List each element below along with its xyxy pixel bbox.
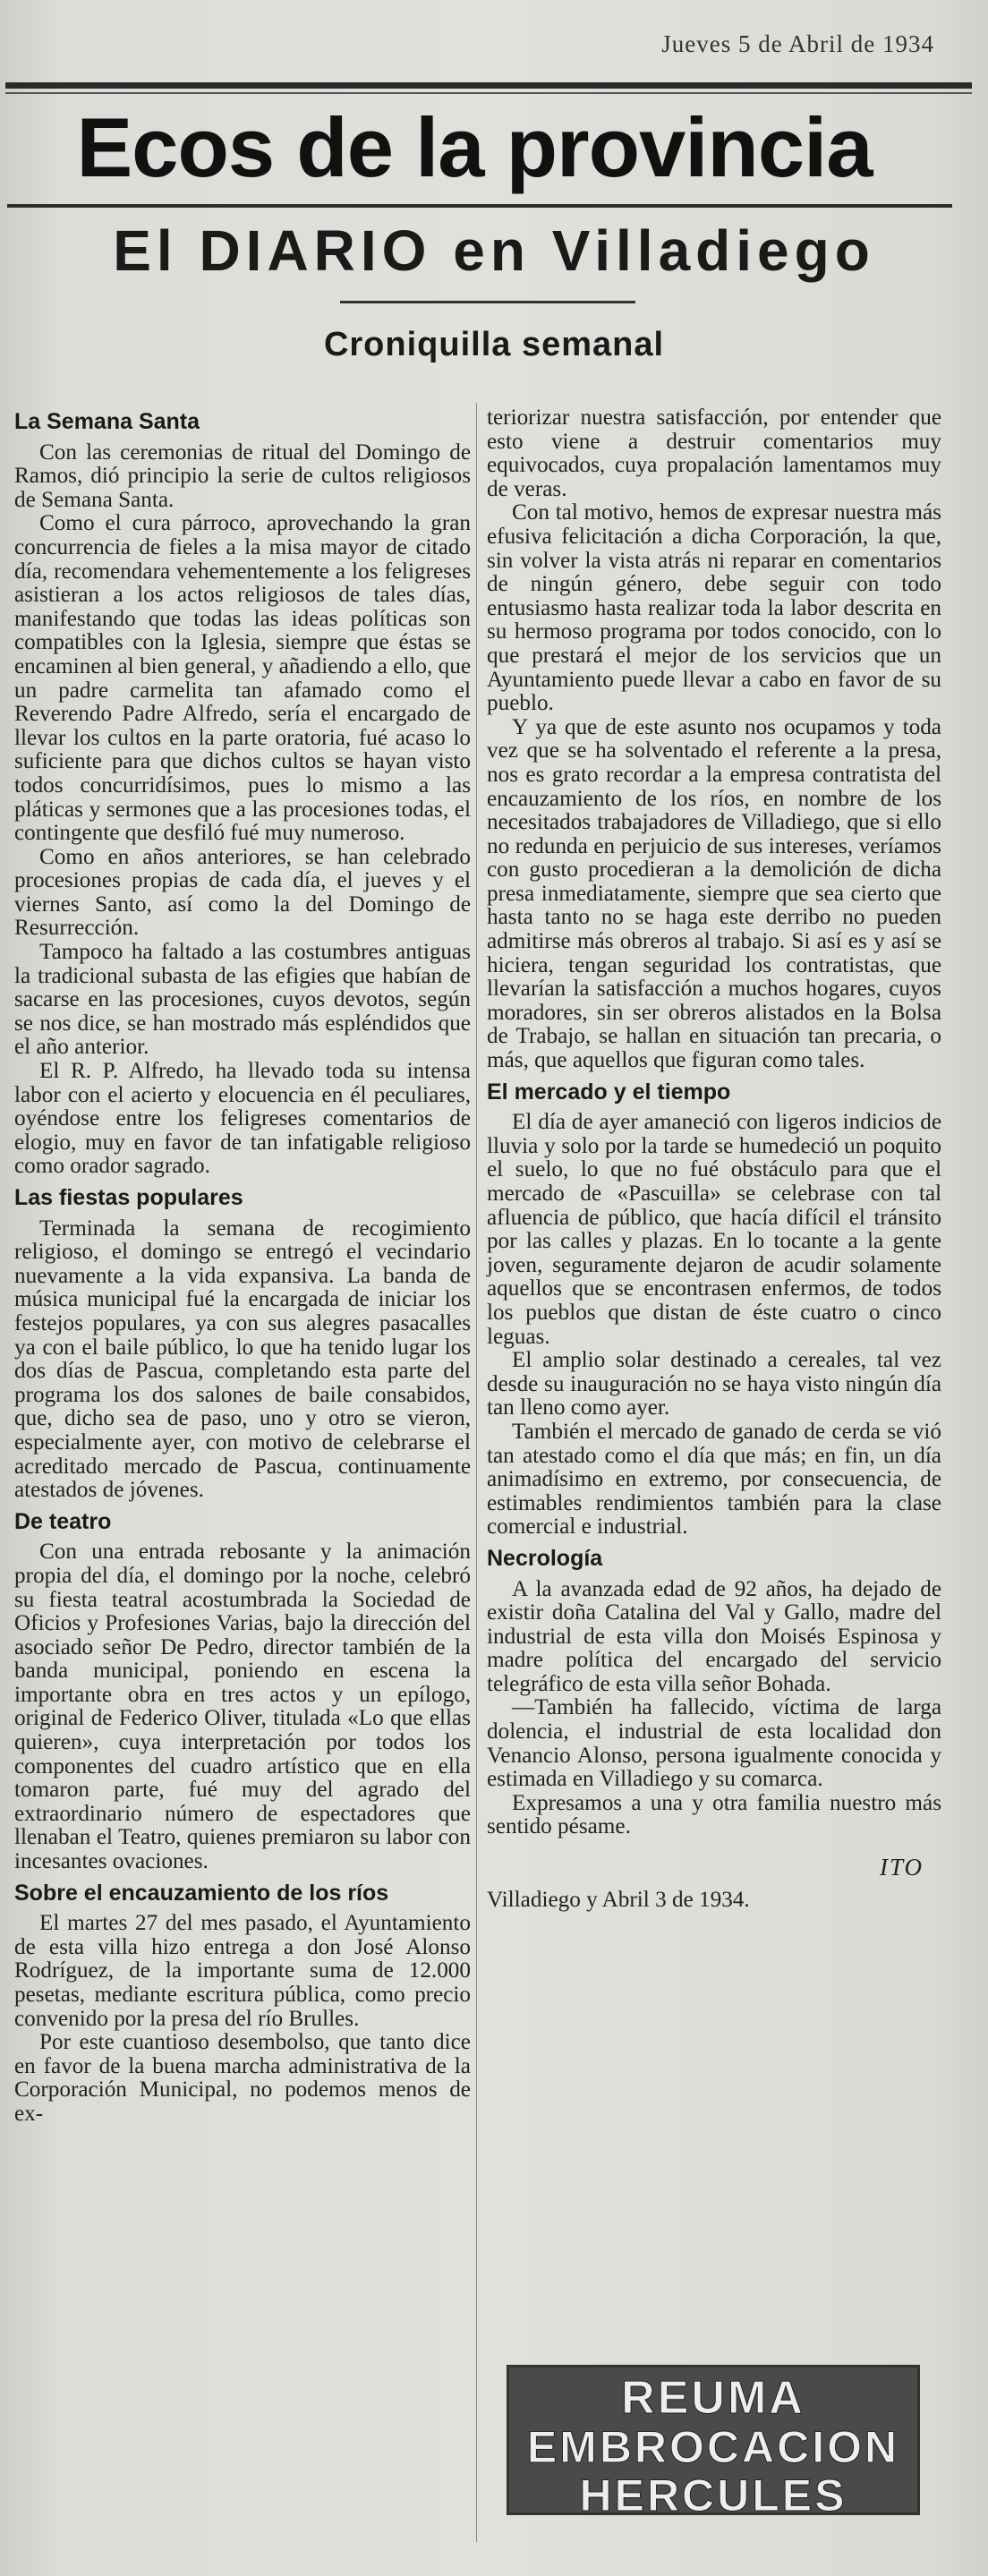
right-column [487, 406, 941, 1912]
advertisement-banner [507, 2365, 920, 2515]
article-paragraph: —También ha fallecido, víctima de larga dolencia, el industrial de esta localidad don Venancio Alonso, persona igualmente conocida y estimada en Villadiego y su comarca. [487, 1695, 941, 1792]
section-heading: De teatro [14, 1508, 112, 1534]
ad-line-1: REUMA [621, 2372, 805, 2424]
article-paragraph: teriorizar nuestra satisfacción, por entender que esto viene a destruir comentarios muy equivocados, cuya propalación lamentamos muy de veras. [487, 405, 941, 501]
article-paragraph: El amplio solar destinado a cereales, tal vez desde su inauguración no se haya visto ningún día tan lleno como ayer. [487, 1348, 941, 1420]
right-column-body [487, 406, 941, 1839]
section-heading: Sobre el encauzamiento de los ríos [14, 1880, 389, 1906]
section-kicker: Ecos de la provincia [76, 100, 873, 194]
article-paragraph: El martes 27 del mes pasado, el Ayuntamiento de esta villa hizo entrega a don José Alonso Rodríguez, de la importante suma de 12.000 pesetas, mediante escritura pública, como precio convenido por la presa del río Brulles. [14, 1911, 471, 2031]
section-heading: Las fiestas populares [14, 1185, 243, 1210]
article-paragraph: Por este cuantioso desembolso, que tanto dice en favor de la buena marcha administrativa de la Corporación Municipal, no podemos menos de ex- [14, 2030, 471, 2126]
ad-line-2: EMBROCACION [526, 2422, 900, 2472]
left-column [14, 403, 471, 2127]
article-paragraph: A la avanzada edad de 92 años, ha dejado de existir doña Catalina del Val y Gallo, madre del industrial de esta villa don Moisés Espinosa y madre política del encargado del servicio telegráfico de esta villa señor Bohada. [487, 1576, 941, 1696]
kicker-rule [7, 204, 952, 208]
article-paragraph: Con tal motivo, hemos de expresar nuestra más efusiva felicitación a dicha Corporación, la que, sin volver la vista atrás ni reparar en comentarios de ningún género, debe seguir con todo entusiasmo hasta realizar toda la labor descrita en su hermoso programa por todos conocido, con lo que prestará el mejor de los servicios que un Ayuntamiento puede llevar a cabo en favor de su pueblo. [487, 500, 941, 716]
article-paragraph: Terminada la semana de recogimiento religioso, el domingo se entregó el vecindario nuevamente a la vida expansiva. La banda de música municipal fué la encargada de iniciar los festejos populares, ya con sus alegres pasacalles ya con el baile público, lo que ha tenido lugar los dos días de Pascua, completando esta parte del programa los dos salones de baile consabidos, que, dicho sea de paso, uno y otro se vieron, especialmente ayer, con motivo de celebrarse el acreditado mercado de Pascua, continuamente atestados de jóvenes. [14, 1215, 471, 1503]
article-paragraph: Como el cura párroco, aprovechando la gran concurrencia de fieles a la misa mayor de citado día, recomendara vehementemente a los feligreses asistieran a los actos religiosos de tales días, manifestando que todas las ideas políticas son compatibles con la Iglesia, siempre que éstas se encaminen al bien general, y añadiendo a ello, que un padre carmelita tan afamado como el Reverendo Padre Alfredo, sería el encargado de llevar los cultos en la parte oratoria, fué acaso lo suficiente para que dichos cultos se hayan visto todos concurridísimos, pues lo mismo a las pláticas y sermones que a las procesiones todas, el contingente que desfiló fué muy numeroso. [14, 511, 471, 846]
article-paragraph: El día de ayer amaneció con ligeros indicios de lluvia y solo por la tarde se humedeció un poquito el suelo, lo que no fué obstáculo para que el mercado de «Pascuilla» se celebrase con tal afluencia de público, que hacía difícil el tránsito por las calles y plazas. En lo tocante a la gente joven, seguramente dejaron de acudir solamente aquellos que se encontrasen enfermos, de todos los pueblos que distan de éste cuatro o cinco leguas. [487, 1110, 941, 1349]
section-heading: Necrología [487, 1545, 603, 1571]
article-paragraph: El R. P. Alfredo, ha llevado toda su intensa labor con el acierto y elocuencia en él peculiares, oyéndose entre los feligreses comentarios de elogio, muy en favor de tan infatigable religioso como orador sagrado. [14, 1059, 471, 1179]
article-paragraph: Y ya que de este asunto nos ocupamos y toda vez que se ha solventado el referente a la presa, nos es grato recordar a la empresa contratista del encauzamiento de los ríos, en nombre de los necesitados trabajadores de Villadiego, que si ello no redunda en perjuicio de sus intereses, veríamos con gusto procedieran a la demolición de dicha presa inmediatamente, siempre que sea cierto que hasta tanto no se haga este derribo no pueden admitirse más obreros al trabajo. Si así es y así se hiciera, tengan seguridad los contratistas, que llevarían la satisfacción a muchos hogares, cuyos moradores, sin ser obreros alistados en la Bolsa de Trabajo, se hallan en situación tan precaria, o más, que aquellos que figuran como tales. [487, 714, 941, 1073]
author-signature: ITO [879, 1854, 924, 1881]
article-paragraph: Con una entrada rebosante y la animación propia del día, el domingo por la noche, celebró su fiesta teatral acostumbrada la Sociedad de Oficios y Profesiones Varias, bajo la dirección del asociado señor De Pedro, director también de la banda municipal, poniendo en escena la importante obra en tres actos y un epílogo, original de Federico Oliver, titulada «Lo que ellas quieren», cuya interpretación por todos los componentes del cuadro artístico que en ella tomaron parte, fué muy del agrado del extraordinario número de espectadores que llenaban el Teatro, quienes premiaron su labor con incesantes ovaciones. [14, 1540, 471, 1874]
article-paragraph: También el mercado de ganado de cerda se vió tan atestado como el día que más; en fin, un día animadísimo en extremo, por consecuencia, de estimables rendimientos también para la clase comercial e industrial. [487, 1419, 941, 1540]
header-rule-thin [5, 92, 972, 94]
issue-date: Jueves 5 de Abril de 1934 [661, 30, 934, 57]
article-paragraph: Expresamos a una y otra familia nuestro más sentido pésame. [487, 1790, 941, 1839]
article-paragraph: Con las ceremonias de ritual del Domingo de Ramos, dió principio la serie de cultos religiosos de Semana Santa. [14, 439, 471, 512]
page-title: El DIARIO en Villadiego [113, 218, 875, 283]
column-divider [476, 403, 477, 2542]
ad-line-3: HERCULES [579, 2470, 847, 2515]
article-subtitle: Croniquilla semanal [323, 326, 665, 363]
article-paragraph: Como en años anteriores, se han celebrado procesiones propias de cada día, el jueves y el viernes Santo, así como la del Domingo de Resurrección. [14, 844, 471, 941]
place-date: Villadiego y Abril 3 de 1934. [487, 1887, 750, 1912]
section-heading: La Semana Santa [14, 409, 200, 434]
section-heading: El mercado y el tiempo [487, 1079, 731, 1105]
header-rule [5, 82, 972, 89]
article-paragraph: Tampoco ha faltado a las costumbres antiguas la tradicional subasta de las efigies que habían de sacarse en las procesiones, cuyos devotos, según se nos dice, se han mostrado más espléndidos que el año anterior. [14, 940, 471, 1060]
title-underline [340, 301, 635, 303]
